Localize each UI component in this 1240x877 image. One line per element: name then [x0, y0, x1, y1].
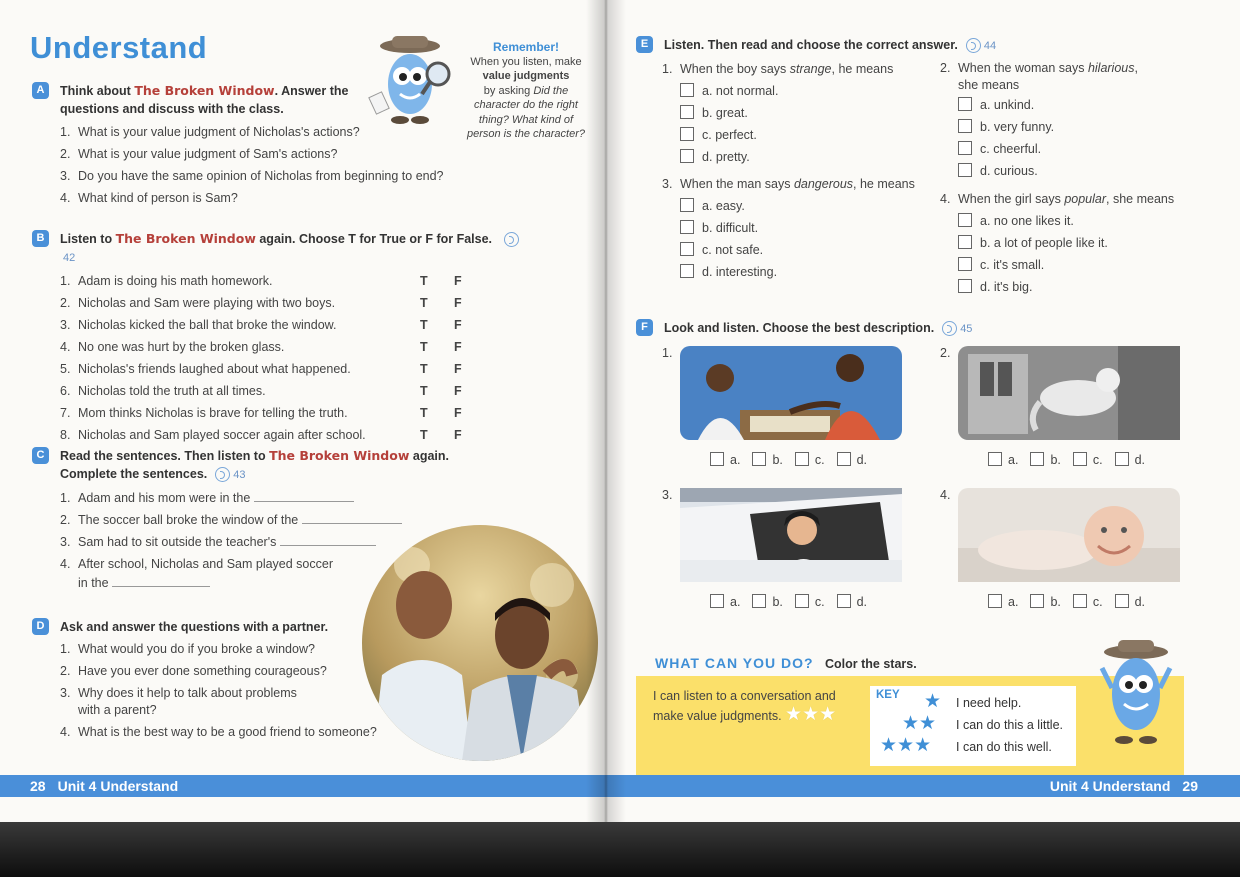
- checkbox[interactable]: [1030, 452, 1044, 466]
- checkbox[interactable]: [958, 279, 972, 293]
- story-title: The Broken Window: [115, 231, 256, 246]
- tf-statement: 5. Nicholas's friends laughed about what happened. T F: [32, 358, 532, 380]
- list-item: 4. What is the best way to be a good friend to someone?: [60, 725, 377, 739]
- color-star-icon[interactable]: ★: [819, 704, 837, 725]
- remember-italic: Did the character do the right thing? What kind of person is the character?: [466, 84, 585, 140]
- answer-option[interactable]: c. cheerful.: [940, 138, 1190, 160]
- answer-option[interactable]: b. great.: [662, 102, 922, 124]
- list-item: 4. What kind of person is Sam?: [60, 191, 238, 205]
- track-number: 44: [983, 40, 997, 52]
- checkbox[interactable]: [795, 594, 809, 608]
- track-number: 45: [960, 323, 973, 335]
- fill-blank-item: 1. Adam and his mom were in the: [32, 487, 502, 509]
- answer-option[interactable]: d. interesting.: [662, 261, 932, 283]
- choice-row: a. b. c. d.: [710, 452, 867, 468]
- true-option[interactable]: T: [420, 362, 428, 376]
- list-item: 2. Have you ever done something courageous?: [60, 664, 327, 678]
- mascot-icon: [1098, 638, 1174, 758]
- audio-icon[interactable]: [942, 321, 957, 336]
- color-star-icon[interactable]: ★: [802, 704, 820, 725]
- false-option[interactable]: F: [454, 296, 462, 310]
- key-stars-2: [902, 714, 936, 734]
- item-number: 2.: [940, 346, 951, 360]
- page-number: 29: [1182, 778, 1198, 794]
- answer-blank[interactable]: [302, 512, 402, 524]
- answer-option[interactable]: d. pretty.: [662, 146, 922, 168]
- right-footer: [604, 775, 1240, 797]
- can-do-statement: I can listen to a conversation and make value judgments. ★★★: [653, 689, 837, 725]
- checkbox[interactable]: [680, 83, 694, 97]
- false-option[interactable]: F: [454, 274, 462, 288]
- section-badge: C: [32, 447, 49, 464]
- star-icon: ★: [880, 735, 898, 756]
- false-option[interactable]: F: [454, 406, 462, 420]
- checkbox[interactable]: [1030, 594, 1044, 608]
- key-label: KEY: [876, 689, 900, 701]
- star-icon: ★: [914, 735, 932, 756]
- audio-icon[interactable]: [966, 38, 981, 53]
- list-item: 3. Do you have the same opinion of Nicholas from beginning to end?: [60, 169, 444, 183]
- track-number: 42: [63, 252, 76, 264]
- footer-label: Unit 4 Understand: [57, 778, 179, 794]
- answer-blank[interactable]: [254, 490, 354, 502]
- section-d: [32, 618, 452, 743]
- checkbox[interactable]: [680, 264, 694, 278]
- fill-blank-item: 3. Sam had to sit outside the teacher's: [32, 531, 502, 553]
- checkbox[interactable]: [680, 198, 694, 212]
- color-star-icon[interactable]: ★: [785, 704, 803, 725]
- remember-tip: [466, 40, 586, 142]
- true-option[interactable]: T: [420, 384, 428, 398]
- choice-row: a. b. c. d.: [988, 594, 1145, 610]
- tf-statement: 4. No one was hurt by the broken glass. T F: [32, 336, 532, 358]
- true-option[interactable]: T: [420, 340, 428, 354]
- self-assessment-subtitle: Color the stars.: [825, 657, 917, 671]
- tf-statement: 2. Nicholas and Sam were playing with two boys. T F: [32, 292, 532, 314]
- baby-photo: [958, 488, 1180, 582]
- heading-text: questions and discuss with the class.: [60, 102, 284, 116]
- answer-option[interactable]: c. perfect.: [662, 124, 922, 146]
- item-number: 3.: [662, 488, 673, 502]
- true-option[interactable]: T: [420, 406, 428, 420]
- star-icon: ★: [919, 713, 937, 734]
- checkbox[interactable]: [795, 452, 809, 466]
- checkbox[interactable]: [680, 149, 694, 163]
- checkbox[interactable]: [680, 242, 694, 256]
- fill-blank-item: 2. The soccer ball broke the window of the: [32, 509, 502, 531]
- section-badge: D: [32, 618, 49, 635]
- page-number: 28: [30, 778, 46, 794]
- checkbox[interactable]: [958, 213, 972, 227]
- story-title: The Broken Window: [134, 83, 275, 98]
- tf-statement: 6. Nicholas told the truth at all times. T F: [32, 380, 532, 402]
- chess-photo: [680, 346, 902, 440]
- footer-label: Unit 4 Understand: [1049, 778, 1171, 794]
- question-e3: 3. When the man says dangerous, he means a. easy. b. difficult. c. not safe. d. interesting.: [662, 173, 932, 283]
- checkbox[interactable]: [988, 594, 1002, 608]
- audio-icon[interactable]: [504, 232, 519, 247]
- star-icon: ★: [924, 691, 942, 712]
- remember-bold: value judgments: [482, 70, 570, 82]
- true-option[interactable]: T: [420, 318, 428, 332]
- car-window-photo: [680, 488, 902, 582]
- false-option[interactable]: F: [454, 428, 462, 442]
- section-badge: F: [636, 319, 653, 336]
- star-icon: ★: [897, 735, 915, 756]
- tf-statement: 7. Mom thinks Nicholas is brave for telling the truth. T F: [32, 402, 532, 424]
- item-number: 4.: [940, 488, 951, 502]
- self-assessment-title: WHAT CAN YOU DO?: [655, 655, 814, 671]
- checkbox[interactable]: [958, 163, 972, 177]
- section-d-heading: D Ask and answer the questions with a partner.: [32, 618, 452, 636]
- key-row: I need help.: [956, 696, 1022, 710]
- audio-icon[interactable]: [215, 467, 230, 482]
- section-a: [32, 82, 472, 209]
- checkbox[interactable]: [680, 127, 694, 141]
- checkbox[interactable]: [958, 141, 972, 155]
- heading-text: Think about: [60, 84, 131, 98]
- remember-line1: When you listen, make: [470, 55, 582, 68]
- section-e-heading-wrap: [636, 36, 1176, 55]
- story-title: The Broken Window: [269, 448, 410, 463]
- tf-statement: 1. Adam is doing his math homework. T F: [32, 270, 532, 292]
- checkbox[interactable]: [958, 235, 972, 249]
- checkbox[interactable]: [958, 97, 972, 111]
- answer-blank[interactable]: [280, 534, 376, 546]
- false-option[interactable]: F: [454, 340, 462, 354]
- answer-blank[interactable]: [112, 575, 210, 587]
- checkbox[interactable]: [1073, 452, 1087, 466]
- section-e-heading: E Listen. Then read and choose the correct answer. 44: [636, 36, 1176, 55]
- checkbox[interactable]: [1115, 594, 1129, 608]
- checkbox[interactable]: [988, 452, 1002, 466]
- list-item: 1. What would you do if you broke a window?: [60, 642, 315, 656]
- cat-photo: [958, 346, 1180, 440]
- list-item: 1. What is your value judgment of Nicholas's actions?: [60, 125, 360, 139]
- false-option[interactable]: F: [454, 362, 462, 376]
- checkbox[interactable]: [710, 452, 724, 466]
- section-b-heading: B Listen to The Broken Window again. Choose T for True or F for False. 42: [32, 230, 532, 267]
- answer-option[interactable]: b. very funny.: [940, 116, 1190, 138]
- list-item: 3. Why does it help to talk about problems with a parent?: [60, 686, 297, 717]
- answer-option[interactable]: a. unkind.: [940, 94, 1190, 116]
- item-number: 1.: [662, 346, 673, 360]
- section-a-heading: [32, 82, 472, 118]
- section-badge: B: [32, 230, 49, 247]
- true-option[interactable]: T: [420, 296, 428, 310]
- false-option[interactable]: F: [454, 384, 462, 398]
- section-f-heading-wrap: [636, 319, 1176, 338]
- answer-option[interactable]: d. it's big.: [940, 276, 1190, 298]
- true-option[interactable]: T: [420, 428, 428, 442]
- choice-row: a. b. c. d.: [710, 594, 867, 610]
- checkbox[interactable]: [1073, 594, 1087, 608]
- list-item: 2. What is your value judgment of Sam's actions?: [60, 147, 338, 161]
- true-option[interactable]: T: [420, 274, 428, 288]
- section-c: [32, 447, 502, 593]
- key-row: I can do this well.: [956, 740, 1052, 754]
- answer-option[interactable]: d. curious.: [940, 160, 1190, 182]
- track-number: 43: [233, 469, 246, 481]
- checkbox[interactable]: [752, 452, 766, 466]
- checkbox[interactable]: [680, 220, 694, 234]
- star-icon: ★: [902, 713, 920, 734]
- answer-option[interactable]: a. no one likes it.: [940, 210, 1190, 232]
- section-c-heading: C Read the sentences. Then listen to The Broken Window again. Complete the sentences. 43: [32, 447, 502, 484]
- remember-line3: by asking: [483, 84, 531, 97]
- checkbox[interactable]: [710, 594, 724, 608]
- checkbox[interactable]: [837, 452, 851, 466]
- choice-row: a. b. c. d.: [988, 452, 1145, 468]
- key-stars-3: [880, 736, 931, 756]
- answer-option[interactable]: a. not normal.: [662, 80, 922, 102]
- key-stars-1: [924, 692, 941, 712]
- tf-statement: 8. Nicholas and Sam played soccer again after school. T F: [32, 424, 532, 446]
- answer-option[interactable]: c. it's small.: [940, 254, 1190, 276]
- page-title: Understand: [30, 30, 208, 65]
- section-badge: A: [32, 82, 49, 99]
- false-option[interactable]: F: [454, 318, 462, 332]
- question-e1: 1. When the boy says strange, he means a. not normal. b. great. c. perfect. d. pretty.: [662, 58, 922, 168]
- answer-option[interactable]: b. a lot of people like it.: [940, 232, 1190, 254]
- checkbox[interactable]: [1115, 452, 1129, 466]
- tf-statement: 3. Nicholas kicked the ball that broke the window. T F: [32, 314, 532, 336]
- checkbox[interactable]: [680, 105, 694, 119]
- key-row: I can do this a little.: [956, 718, 1064, 732]
- checkbox[interactable]: [837, 594, 851, 608]
- question-e4: 4. When the girl says popular, she means a. no one likes it. b. a lot of people like it. c. it's small. d. it's big.: [940, 188, 1190, 298]
- heading-text: . Answer the: [274, 84, 349, 98]
- answer-option[interactable]: a. easy.: [662, 195, 932, 217]
- question-e2: 2. When the woman says hilarious, she means a. unkind. b. very funny. c. cheerful. d. curious.: [940, 58, 1190, 182]
- fill-blank-item: 4. After school, Nicholas and Sam played soccer in the: [60, 557, 333, 590]
- scanner-edge: [0, 822, 1240, 877]
- remember-heading: Remember!: [492, 40, 560, 54]
- checkbox[interactable]: [752, 594, 766, 608]
- checkbox[interactable]: [958, 257, 972, 271]
- section-f-heading: F Look and listen. Choose the best description. 45: [636, 319, 1176, 338]
- checkbox[interactable]: [958, 119, 972, 133]
- left-footer: [0, 775, 604, 797]
- answer-option[interactable]: c. not safe.: [662, 239, 932, 261]
- section-badge: E: [636, 36, 653, 53]
- section-b: [32, 230, 532, 446]
- answer-option[interactable]: b. difficult.: [662, 217, 932, 239]
